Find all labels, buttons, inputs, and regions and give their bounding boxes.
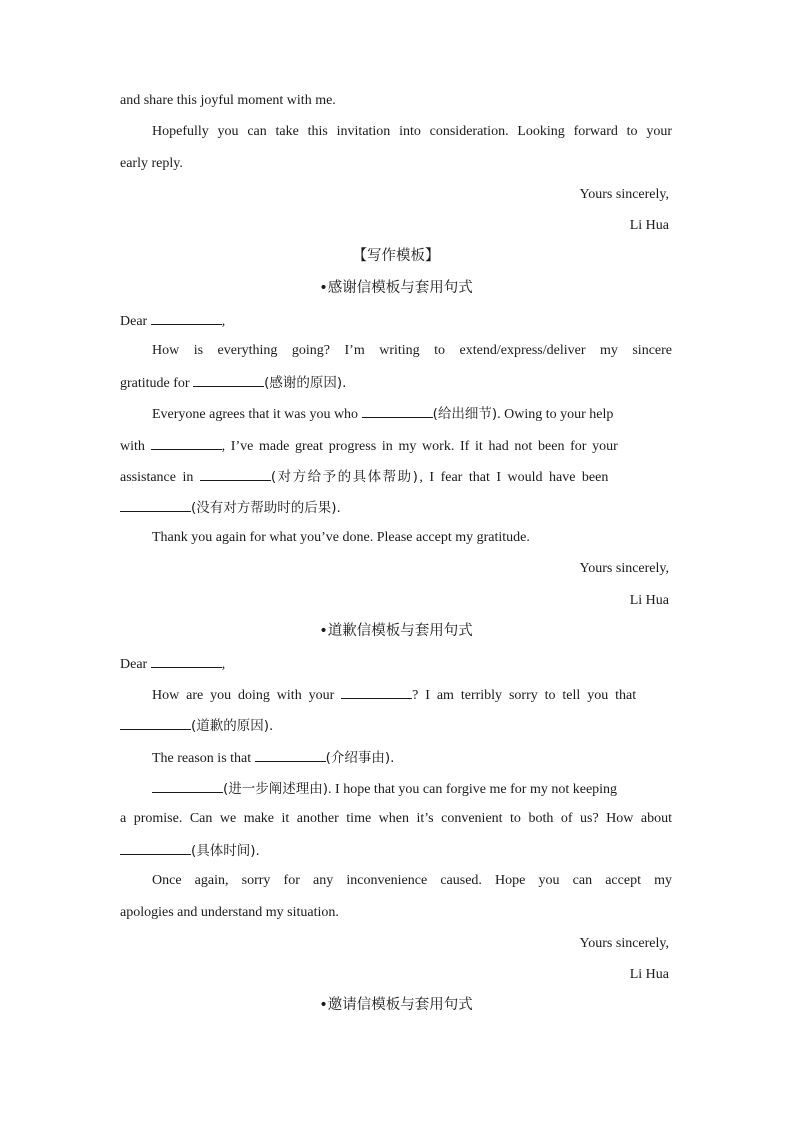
text-line (152, 748, 672, 768)
chinese-note: (没有对方帮助时的后果). (191, 500, 341, 516)
text-fragment: assistance in (120, 470, 194, 485)
text-fragment: . Owing to your help (497, 407, 614, 422)
text-line (120, 373, 672, 393)
text-line: apologies and understand my situation. (120, 905, 339, 920)
signature-name: Li Hua (629, 967, 669, 982)
closing: Yours sincerely, (579, 936, 669, 951)
apology-heading: •道歉信模板与套用句式 (319, 623, 473, 639)
blank-line (120, 498, 191, 512)
dear-text: Dear (120, 657, 148, 672)
chinese-note: (道歉的原因). (191, 718, 274, 734)
blank-line (193, 373, 264, 387)
closing: Yours sincerely, (579, 187, 669, 202)
chinese-note: (感谢的原因). (264, 375, 347, 391)
text-fragment: , I fear that I would have been (419, 470, 609, 485)
blank-line (151, 311, 222, 325)
text-fragment: with (120, 439, 145, 454)
signature-name: Li Hua (629, 218, 669, 233)
dear-text: Dear (120, 314, 148, 329)
text-line: a promise. Can we make it another time when it’s convenient to both of us? How about (120, 811, 672, 826)
chinese-note: (具体时间). (191, 843, 260, 859)
comma: , (221, 657, 226, 672)
chinese-note: (给出细节) (432, 406, 498, 422)
text-line (120, 436, 672, 456)
text-fragment: How are you doing with your (152, 688, 335, 703)
text-line (120, 498, 672, 518)
chinese-note: (对方给予的具体帮助) (270, 469, 420, 485)
closing: Yours sincerely, (579, 561, 669, 576)
blank-line (200, 467, 271, 481)
chinese-note: (介绍事由). (325, 750, 395, 766)
blank-line (120, 716, 191, 730)
salutation (120, 311, 672, 331)
text-line: early reply. (120, 156, 183, 171)
text-line: Once again, sorry for any inconvenience caused. Hope you can accept my (152, 873, 672, 888)
text-line (152, 779, 672, 799)
text-line (120, 467, 672, 487)
chinese-note: (进一步阐述理由) (223, 781, 329, 797)
blank-line (120, 841, 191, 855)
text-line (152, 685, 672, 705)
blank-line (152, 779, 223, 793)
text-fragment: , I’ve made great progress in my work. If it had not been for your (221, 439, 618, 454)
text-line (120, 841, 672, 861)
blank-line (255, 748, 326, 762)
thanks-heading: •感谢信模板与套用句式 (319, 280, 473, 296)
salutation (120, 654, 672, 674)
text-fragment: Everyone agrees that it was you who (152, 407, 359, 422)
text-fragment: . I hope that you can forgive me for my not keeping (328, 782, 618, 797)
text-line (120, 716, 672, 736)
text-line: Hopefully you can take this invitation into consideration. Looking forward to your (152, 124, 672, 139)
blank-line (151, 436, 222, 450)
text-fragment: The reason is that (152, 751, 252, 766)
text-line: Thank you again for what you’ve done. Please accept my gratitude. (152, 530, 530, 545)
text-line: and share this joyful moment with me. (120, 93, 336, 108)
text-fragment: gratitude for (120, 376, 190, 391)
blank-line (151, 654, 222, 668)
comma: , (221, 314, 226, 329)
text-line (152, 404, 672, 424)
text-fragment: ? I am terribly sorry to tell you that (412, 688, 637, 703)
blank-line (341, 685, 412, 699)
blank-line (362, 404, 433, 418)
invitation-heading: •邀请信模板与套用句式 (319, 997, 473, 1013)
text-line: How is everything going? I’m writing to extend/express/deliver my sincere (152, 343, 672, 358)
signature-name: Li Hua (629, 593, 669, 608)
section-title: 【写作模板】 (352, 248, 440, 264)
